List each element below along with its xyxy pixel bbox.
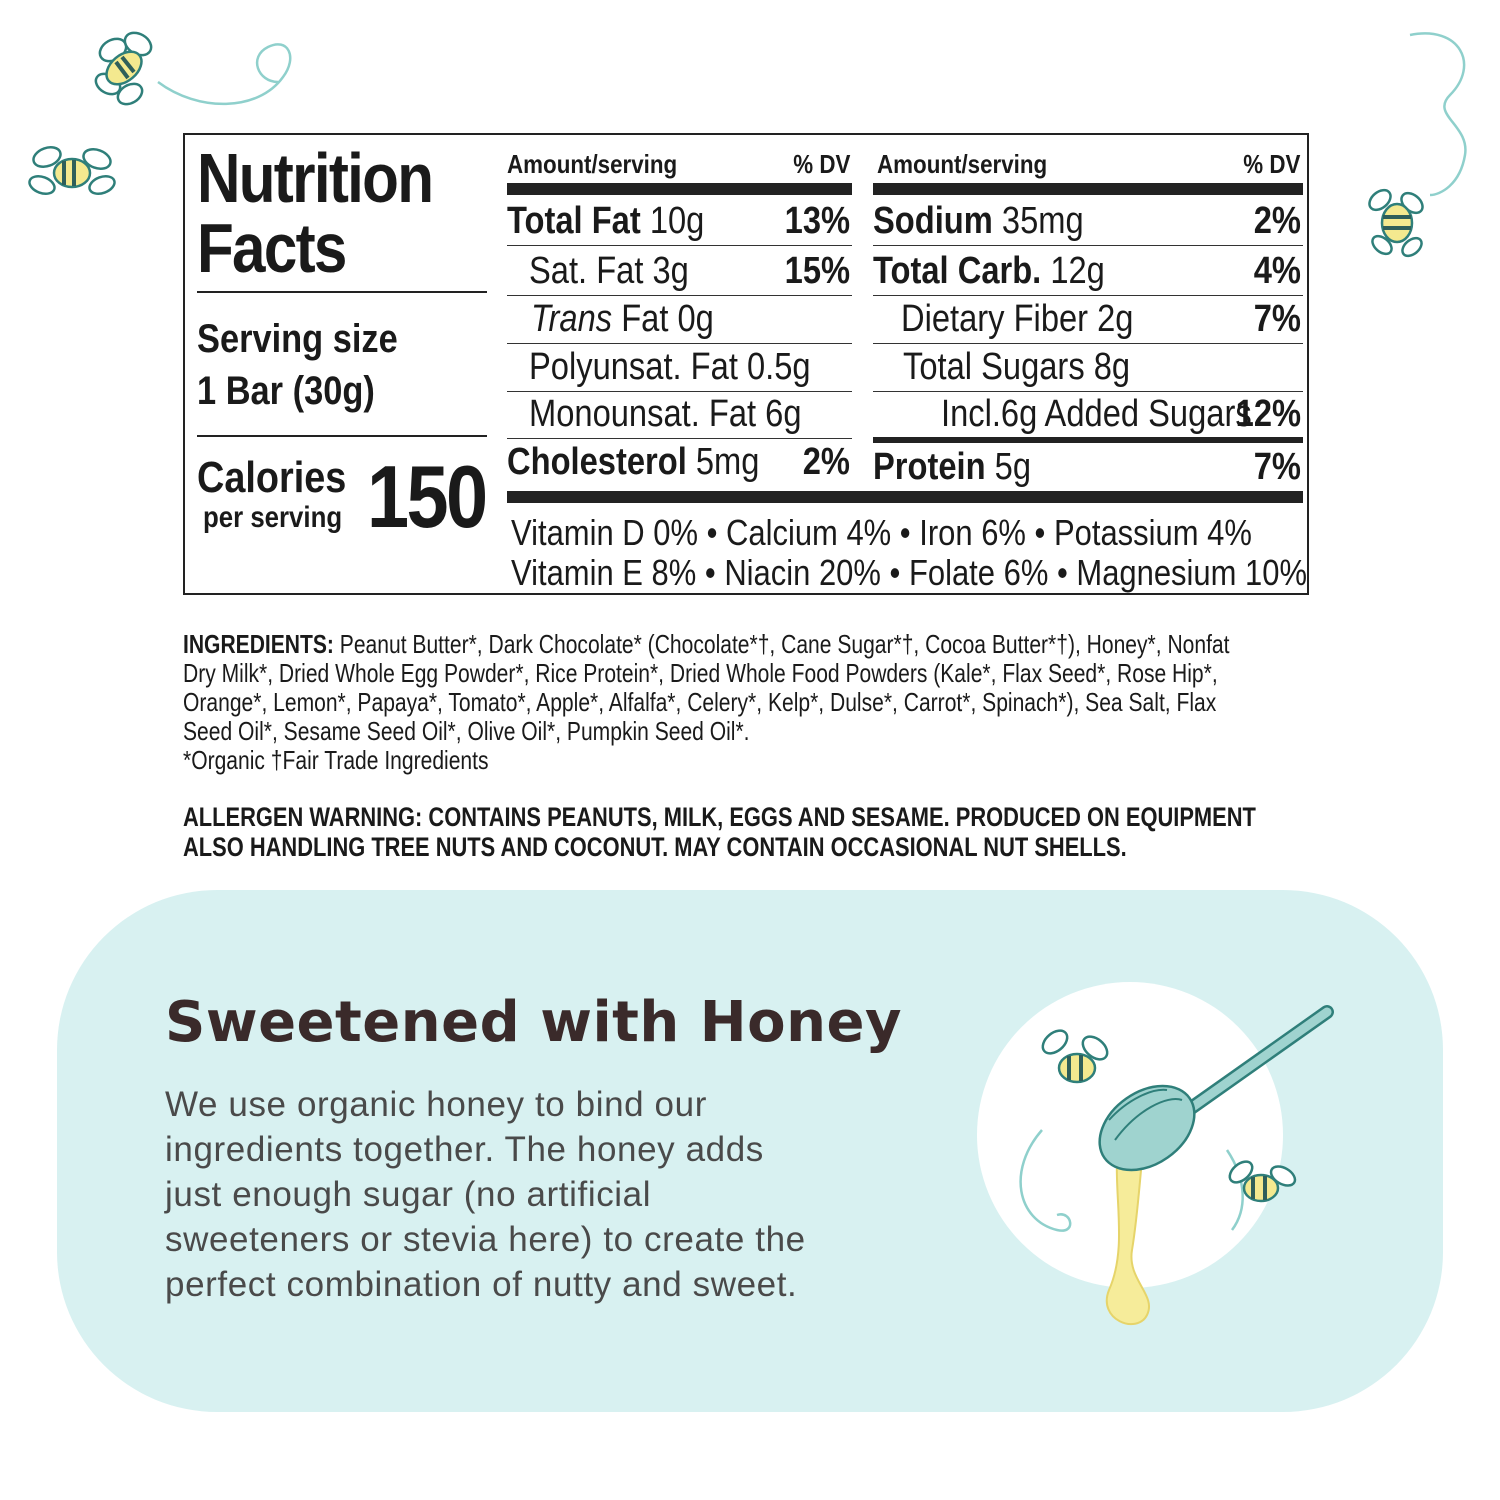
honey-description: We use organic honey to bind our ingredients together. The honey adds just enough sugar (no artificial sweeteners or stevia here) to create the perfect combination of nutty and sweet. — [165, 1085, 806, 1304]
amount-header-left: Amount/serving — [507, 149, 678, 179]
row-sat-fat: Sat. Fat 3g 15% — [507, 247, 852, 296]
row-polyunsat-fat: Polyunsat. Fat 0.5g — [507, 343, 852, 392]
nutrition-facts-title: Nutrition Facts — [197, 139, 433, 287]
bee-icon — [22, 135, 122, 215]
ingredients-text: INGREDIENTS: Peanut Butter*, Dark Chocolate* (Chocolate*†, Cane Sugar*†, Cocoa Butter*†), Honey*, Nonfat Dry Milk*, Dried Whole Egg Powder*, Rice Protein*, Dried Whole Food Powders (Kale*, Flax Seed*, Rose Hip*, Orange*, Lemon*, Papaya*, Tomato*, Apple*, Alfalfa*, Celery*, Kelp*, Dulse*, Carrot*, Spinach*), Sea Salt, Flax Seed Oil*, Sesame Seed Oil*, Olive Oil*, Pumpkin Seed Oil*. *Organic †Fair Trade Ingredients — [183, 629, 1230, 775]
honey-feature-panel — [57, 890, 1443, 1412]
row-total-carb: Total Carb. 12g 4% — [873, 247, 1303, 296]
row-monounsat-fat: Monounsat. Fat 6g — [507, 390, 852, 439]
honey-dipper-icon — [997, 990, 1397, 1350]
dv-header-left: % DV — [792, 149, 850, 179]
row-protein: Protein 5g 7% — [873, 446, 1301, 488]
row-total-sugars: Total Sugars 8g — [873, 343, 1303, 392]
bee-icon — [1350, 25, 1490, 285]
calories-sub-label: per serving — [203, 501, 343, 534]
dv-header-right: % DV — [1242, 149, 1300, 179]
nutrition-facts-panel — [183, 133, 1309, 595]
row-dietary-fiber: Dietary Fiber 2g 7% — [873, 295, 1303, 344]
calories-label: Calories — [197, 453, 347, 502]
serving-label: Serving size — [197, 317, 398, 361]
ingredients-footnote: *Organic †Fair Trade Ingredients — [183, 745, 489, 775]
serving-size — [197, 313, 430, 417]
row-trans-fat: Trans Fat 0g — [507, 295, 852, 344]
allergen-warning: ALLERGEN WARNING: CONTAINS PEANUTS, MILK, EGGS AND SESAME. PRODUCED ON EQUIPMENT ALSO HANDLING TREE NUTS AND COCONUT. MAY CONTAIN OCCASIONAL NUT SHELLS. — [183, 802, 1256, 862]
row-cholesterol: Cholesterol 5mg 2% — [507, 441, 850, 483]
row-sodium: Sodium 35mg 2% — [873, 197, 1303, 246]
ingredients-label: INGREDIENTS: — [183, 629, 334, 659]
honey-title: Sweetened with Honey — [165, 990, 902, 1055]
calories-value: 150 — [367, 447, 486, 546]
bee-icon — [88, 22, 308, 122]
row-total-fat: Total Fat 10g 13% — [507, 197, 852, 246]
serving-value: 1 Bar (30g) — [197, 369, 375, 413]
vitamins-minerals: Vitamin D 0% • Calcium 4% • Iron 6% • Potassium 4% Vitamin E 8% • Niacin 20% • Folate 6% • Magnesium 10% — [511, 512, 1307, 593]
amount-header-right: Amount/serving — [877, 149, 1048, 179]
row-added-sugars: Incl.6g Added Sugars 12% — [941, 393, 1301, 435]
